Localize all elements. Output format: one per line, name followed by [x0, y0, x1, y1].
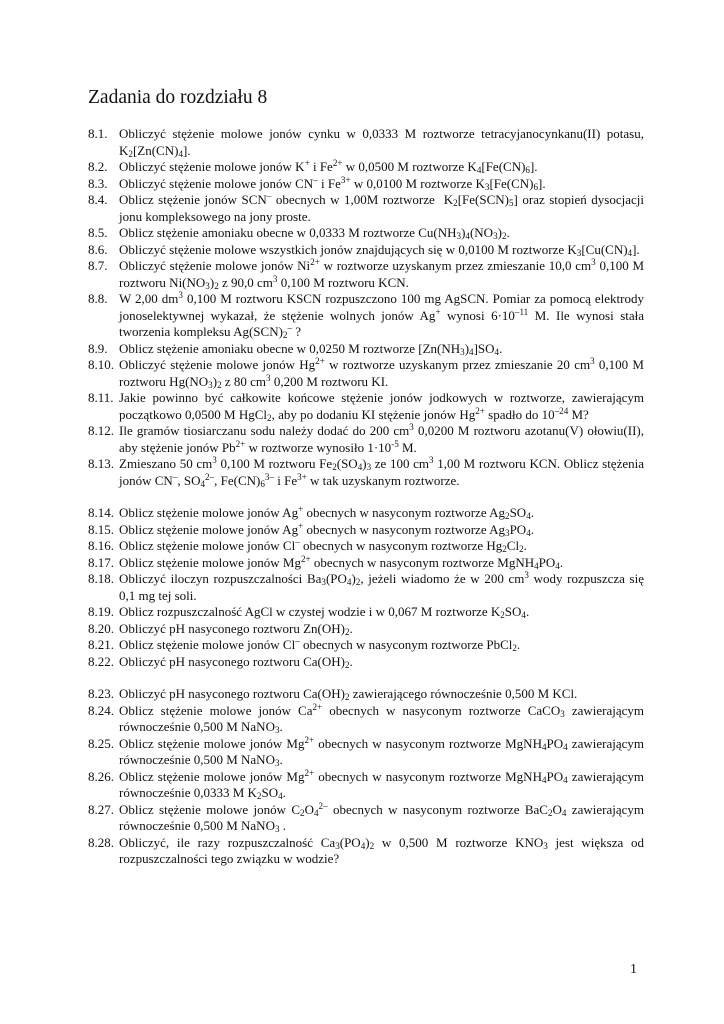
problem-item	[88, 637, 644, 654]
problem-item	[88, 835, 644, 868]
problem-text: Oblicz stężenie molowe jonów $C_2O_4^{2-}$ obecnych w nasyconym roztworze $BaC_2O_4$ zawierającym równocześnie 0,500 M NaNO$_3$ .	[119, 800, 644, 835]
problem-text: Obliczyć stężenie molowe jonów cynku w 0,0333 M roztworze tetracyjanocynkanu(II) potasu, $K_2[Zn(CN)_4]$.	[119, 126, 644, 159]
problem-number: 8.11.	[88, 390, 114, 405]
chapter-title: Zadania do rozdziału 8	[88, 87, 268, 108]
problem-item	[88, 291, 644, 341]
problem-text: Obliczyć stężenie molowe jonów $Ni^{2+}$ w roztworze uzyskanym przez zmieszanie 10,0 $cm^3$ 0,100 M roztworu $Ni(NO_3)_2$ z 90,0 $cm^3$ 0,100 M roztworu KCN.	[119, 257, 645, 291]
problem-item	[88, 505, 644, 522]
problem-item	[88, 357, 644, 390]
problem-item	[88, 621, 644, 638]
problem-item	[88, 242, 644, 259]
problem-item	[88, 522, 644, 539]
problem-number: 8.17.	[88, 554, 114, 570]
problem-item	[88, 571, 644, 604]
problem-number: 8.20.	[88, 620, 114, 636]
problem-number: 8.5.	[88, 225, 108, 240]
problem-text: Obliczyć pH nasyconego roztworu $Zn(OH)_2$.	[119, 620, 353, 637]
problem-number: 8.23.	[88, 686, 114, 701]
problem-number: 8.1.	[88, 126, 108, 141]
problem-text: Obliczyć stężenie molowe jonów K+ i $Fe^{2+}$ w 0,0500 M roztworze $K_4[Fe(CN)_6]$.	[119, 158, 538, 176]
problem-number: 8.19.	[88, 604, 114, 619]
problem-text: Obliczyć pH nasyconego roztworu $Ca(OH)_2$ zawierającego równocześnie 0,500 M KCl.	[119, 686, 578, 703]
problem-number: 8.18.	[88, 571, 114, 586]
problem-item	[88, 538, 644, 555]
problem-number: 8.8.	[88, 291, 108, 306]
problem-text: Ile gramów tiosiarczanu sodu należy dodać do 200 $cm^3$ 0,0200 M roztworu azotanu(V) ołowiu(II), aby stężenie jonów $Pb^{2+}$ w roztworze wynosiło $1\cdot 10^{-5}$ M.	[119, 422, 644, 455]
problem-item	[88, 176, 644, 193]
problem-number: 8.2.	[88, 159, 108, 174]
problem-number: 8.26.	[88, 768, 114, 784]
problem-text: Oblicz stężenie molowe jonów Ag+ obecnych w nasyconym roztworze $Ag_3PO_4$.	[119, 520, 534, 538]
problem-text: Oblicz stężenie amoniaku obecne w 0,0333 M roztworze $Cu(NH_3)_4(NO_3)_2$.	[119, 225, 510, 242]
problem-item	[88, 159, 644, 176]
problem-text: Oblicz stężenie molowe jonów $Mg^{2+}$ obecnych w nasyconym roztworze $MgNH_4PO_4$.	[119, 553, 564, 571]
problem-number: 8.25.	[88, 735, 114, 751]
problem-item	[88, 769, 644, 802]
problem-item	[88, 703, 644, 736]
problem-number: 8.24.	[88, 702, 114, 718]
problem-text: Zmieszano 50 $cm^3$ 0,100 M roztworu $Fe_2(SO_4)_3$ ze 100 $cm^3$ 1,00 M roztworu KCN. Oblicz stężenia jonów CN–, $SO_4^{2-}$, $Fe(CN)_6^{3-}$ i $Fe^{3+}$ w tak uzyskanym roztworze.	[119, 455, 644, 489]
problem-text: W 2,00 $dm^3$ 0,100 M roztworu KSCN rozpuszczono 100 mg AgSCN. Pomiar za pomocą elektrody jonoselektywnej wykazał, że stężenie wolnych jonów Ag+ wynosi $6\cdot 10^{-11}$ M. Ile wynosi stała tworzenia kompleksu $Ag(SCN)_2^-$ ?	[119, 290, 645, 341]
problem-text: Obliczyć stężenie molowe jonów $Hg^{2+}$ w roztworze uzyskanym przez zmieszanie 20 $cm^3$ 0,100 M roztworu $Hg(NO_3)_2$ z 80 $cm^3$ 0,200 M roztworu KI.	[119, 356, 644, 390]
page-number: 1	[630, 962, 637, 977]
problem-text: Obliczyć pH nasyconego roztworu $Ca(OH)_2$.	[119, 653, 353, 670]
problem-number: 8.28.	[88, 834, 114, 850]
problem-item	[88, 686, 644, 703]
problem-number: 8.10.	[88, 357, 114, 372]
problem-number: 8.14.	[88, 505, 114, 520]
problem-number: 8.12.	[88, 423, 114, 438]
problem-number: 8.21.	[88, 637, 114, 652]
problem-item	[88, 654, 644, 671]
problem-text: Oblicz stężenie molowe jonów $Mg^{2+}$ obecnych w nasyconym roztworze $MgNH_4PO_4$ zawierającym równocześnie 0,500 M NaNO$_3$.	[119, 734, 644, 769]
problem-number: 8.13.	[88, 456, 114, 471]
problem-text: Oblicz stężenie molowe jonów Cl– obecnych w nasyconym roztworze PbCl$_2$.	[119, 636, 521, 654]
problem-number: 8.15.	[88, 521, 114, 537]
problem-item	[88, 555, 644, 572]
problem-text: Jakie powinno być całkowite końcowe stężenie jonów jodkowych w roztworze, zawierającym początkowo 0,0500 M HgCl$_2$, aby po dodaniu KI stężenie jonów $Hg^{2+}$ spadło do $10^{-24}$ M?	[119, 390, 644, 423]
problem-item	[88, 802, 644, 835]
problem-number: 8.7.	[88, 258, 108, 273]
problem-item	[88, 423, 644, 456]
problem-text: Oblicz stężenie jonów SCN– obecnych w 1,00M roztworze $K_2[Fe(SCN)_5]$ oraz stopień dysocjacji jonu kompleksowego na jony proste.	[119, 191, 644, 224]
problem-text: Oblicz stężenie molowe jonów $Ca^{2+}$ obecnych w nasyconym roztworze CaCO$_3$ zawierającym równocześnie 0,500 M NaNO$_3$.	[119, 701, 644, 736]
problem-item	[88, 390, 644, 423]
problem-text: Oblicz stężenie molowe jonów Ag+ obecnych w nasyconym roztworze $Ag_2SO_4$.	[119, 504, 534, 522]
problem-item	[88, 736, 644, 769]
problem-item	[88, 126, 644, 159]
problem-number: 8.6.	[88, 241, 108, 257]
problem-item	[88, 258, 644, 291]
problem-text: Oblicz stężenie molowe jonów Cl– obecnych w nasyconym roztworze $Hg_2Cl_2$.	[119, 537, 527, 555]
problem-number: 8.9.	[88, 340, 108, 356]
problem-text: Oblicz rozpuszczalność AgCl w czystej wodzie i w 0,067 M roztworze $K_2SO_4$.	[119, 604, 530, 621]
problem-number: 8.3.	[88, 175, 108, 191]
problem-text: Oblicz stężenie molowe jonów $Mg^{2+}$ obecnych w nasyconym roztworze $MgNH_4PO_4$ zawierającym równocześnie 0,0333 M $K_2SO_4$.	[119, 767, 644, 802]
problem-text: Obliczyć, ile razy rozpuszczalność $Ca_3(PO_4)_2$ w 0,500 M roztworze $KNO_3$ jest większa od rozpuszczalności tego związku w wodzie?	[119, 834, 644, 866]
problem-text: Obliczyć iloczyn rozpuszczalności $Ba_3(PO_4)_2$, jeżeli wiadomo że w 200 $cm^3$ wody rozpuszcza się 0,1 mg tej soli.	[119, 570, 645, 603]
problem-item	[88, 192, 644, 225]
problem-item	[88, 341, 644, 358]
problem-item	[88, 604, 644, 621]
problem-number: 8.16.	[88, 538, 114, 553]
problem-item	[88, 225, 644, 242]
problem-text: Oblicz stężenie amoniaku obecne w 0,0250 M roztworze $[Zn(NH_3)_4]SO_4$.	[119, 340, 503, 357]
problem-text: Obliczyć stężenie molowe jonów CN– i $Fe^{3+}$ w 0,0100 M roztworze $K_3[Fe(CN)_6]$.	[119, 174, 546, 192]
problem-list	[88, 126, 644, 868]
problem-number: 8.4.	[88, 192, 108, 207]
problem-number: 8.22.	[88, 653, 114, 669]
problem-number: 8.27.	[88, 801, 114, 817]
problem-item	[88, 456, 644, 489]
problem-text: Obliczyć stężenie molowe wszystkich jonów znajdujących się w 0,0100 M roztworze $K_3[Cu(CN)_4]$.	[119, 241, 640, 258]
